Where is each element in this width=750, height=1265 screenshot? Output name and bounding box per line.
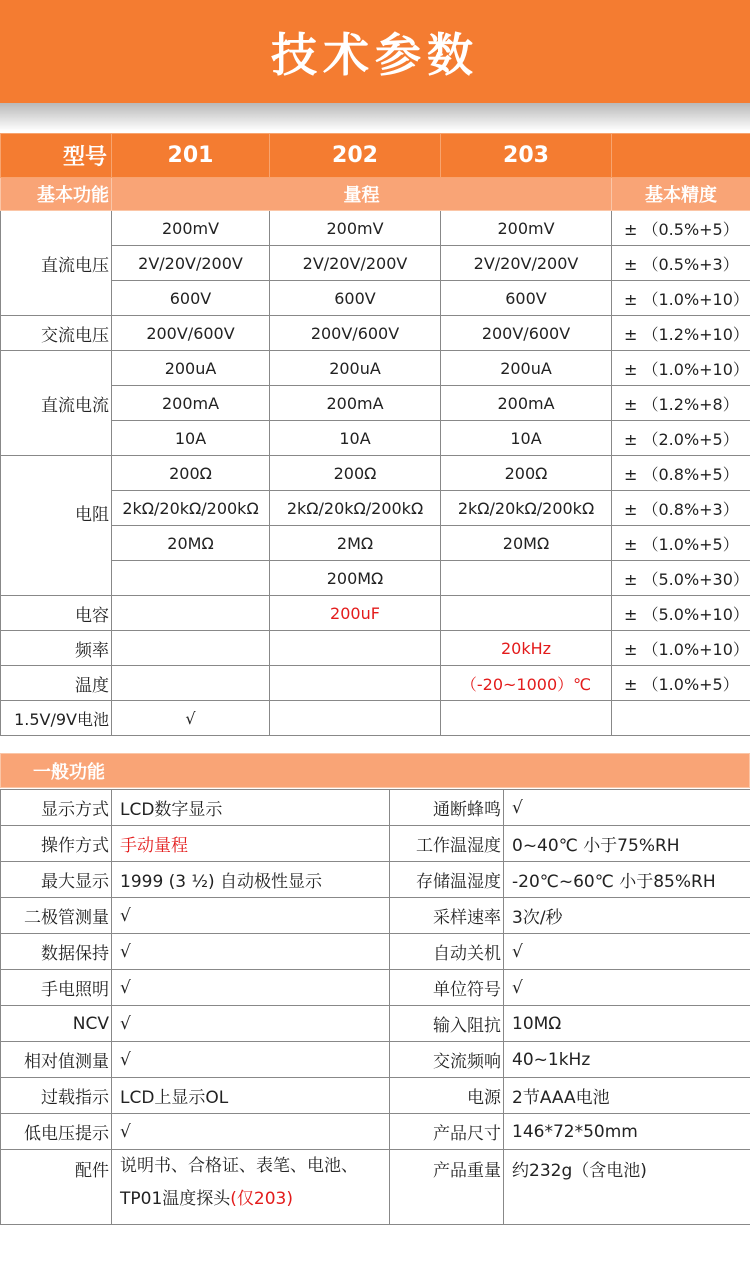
page-title: 技术参数 bbox=[271, 27, 479, 82]
range-201 bbox=[112, 596, 270, 631]
general-label: 产品尺寸 bbox=[390, 1114, 504, 1150]
range-203: 200mV bbox=[441, 211, 612, 246]
range-203 bbox=[441, 701, 612, 736]
general-label: 显示方式 bbox=[1, 790, 112, 826]
general-value: √ bbox=[112, 1006, 390, 1042]
general-label: 手电照明 bbox=[1, 970, 112, 1006]
general-header-table bbox=[0, 753, 750, 788]
general-label: 通断蜂鸣 bbox=[390, 790, 504, 826]
spec-row bbox=[1, 456, 750, 491]
general-label: 交流频响 bbox=[390, 1042, 504, 1078]
range-203: 200mA bbox=[441, 386, 612, 421]
accuracy: ± （1.0%+10） bbox=[612, 351, 750, 386]
general-table bbox=[0, 789, 750, 1225]
range-201: 200mV bbox=[112, 211, 270, 246]
title-banner bbox=[0, 0, 750, 103]
range-202: 200mV bbox=[270, 211, 441, 246]
general-label: 工作温湿度 bbox=[390, 826, 504, 862]
spec-row bbox=[1, 491, 750, 526]
func-header: 基本功能 bbox=[1, 178, 112, 211]
general-value: -20℃~60℃ 小于85%RH bbox=[504, 862, 750, 898]
range-201: √ bbox=[112, 701, 270, 736]
func-name: 电阻 bbox=[1, 456, 112, 596]
model-201: 201 bbox=[112, 134, 270, 178]
func-name: 温度 bbox=[1, 666, 112, 701]
general-row bbox=[1, 1042, 750, 1078]
range-202: 2MΩ bbox=[270, 526, 441, 561]
weight-value: 约232g（含电池) bbox=[504, 1150, 750, 1225]
range-203: （-20~1000）℃ bbox=[441, 666, 612, 701]
accessory-row bbox=[1, 1150, 750, 1225]
range-201: 200V/600V bbox=[112, 316, 270, 351]
range-201: 10A bbox=[112, 421, 270, 456]
general-row bbox=[1, 1078, 750, 1114]
general-value: √ bbox=[504, 790, 750, 826]
accuracy: ± （0.8%+3） bbox=[612, 491, 750, 526]
func-name: 电容 bbox=[1, 596, 112, 631]
general-label: 二极管测量 bbox=[1, 898, 112, 934]
range-203: 10A bbox=[441, 421, 612, 456]
spec-row bbox=[1, 246, 750, 281]
accessory-value bbox=[112, 1150, 390, 1225]
range-203: 200uA bbox=[441, 351, 612, 386]
general-row bbox=[1, 790, 750, 826]
spec-row bbox=[1, 351, 750, 386]
range-203: 20kHz bbox=[441, 631, 612, 666]
model-header-blank bbox=[612, 134, 750, 178]
range-202: 2kΩ/20kΩ/200kΩ bbox=[270, 491, 441, 526]
general-value: 手动量程 bbox=[112, 826, 390, 862]
range-201: 200mA bbox=[112, 386, 270, 421]
range-202: 200MΩ bbox=[270, 561, 441, 596]
spec-row bbox=[1, 631, 750, 666]
spec-row bbox=[1, 316, 750, 351]
range-202 bbox=[270, 701, 441, 736]
weight-label: 产品重量 bbox=[390, 1150, 504, 1225]
general-value: √ bbox=[112, 1042, 390, 1078]
general-label: 电源 bbox=[390, 1078, 504, 1114]
accuracy: ± （1.0%+5） bbox=[612, 666, 750, 701]
func-name: 频率 bbox=[1, 631, 112, 666]
range-201 bbox=[112, 666, 270, 701]
general-row bbox=[1, 1114, 750, 1150]
range-203: 2V/20V/200V bbox=[441, 246, 612, 281]
accessory-note: (仅203) bbox=[230, 1189, 293, 1209]
general-label: 自动关机 bbox=[390, 934, 504, 970]
general-value: 1999 (3 ½) 自动极性显示 bbox=[112, 862, 390, 898]
range-202: 600V bbox=[270, 281, 441, 316]
range-203: 200V/600V bbox=[441, 316, 612, 351]
accuracy: ± （1.2%+8） bbox=[612, 386, 750, 421]
general-value: 146*72*50mm bbox=[504, 1114, 750, 1150]
range-202: 200uA bbox=[270, 351, 441, 386]
model-203: 203 bbox=[441, 134, 612, 178]
spec-table bbox=[0, 133, 750, 736]
general-label: 最大显示 bbox=[1, 862, 112, 898]
accessory-line-2: TP01温度探头 bbox=[120, 1189, 231, 1209]
general-value: 2节AAA电池 bbox=[504, 1078, 750, 1114]
spec-row bbox=[1, 526, 750, 561]
range-201: 200Ω bbox=[112, 456, 270, 491]
spec-row bbox=[1, 211, 750, 246]
general-value: √ bbox=[112, 934, 390, 970]
general-value: √ bbox=[112, 1114, 390, 1150]
accuracy: ± （1.2%+10） bbox=[612, 316, 750, 351]
func-name: 直流电流 bbox=[1, 351, 112, 456]
range-202: 10A bbox=[270, 421, 441, 456]
accuracy: ± （2.0%+5） bbox=[612, 421, 750, 456]
general-value: 3次/秒 bbox=[504, 898, 750, 934]
general-row bbox=[1, 934, 750, 970]
spec-row bbox=[1, 596, 750, 631]
spec-row bbox=[1, 701, 750, 736]
range-201: 600V bbox=[112, 281, 270, 316]
accuracy: ± （0.5%+5） bbox=[612, 211, 750, 246]
model-label: 型号 bbox=[1, 134, 112, 178]
range-202: 200mA bbox=[270, 386, 441, 421]
spec-row bbox=[1, 561, 750, 596]
general-label: 操作方式 bbox=[1, 826, 112, 862]
range-203: 20MΩ bbox=[441, 526, 612, 561]
accessory-line-1: 说明书、合格证、表笔、电池、 bbox=[120, 1156, 358, 1176]
range-202 bbox=[270, 631, 441, 666]
model-202: 202 bbox=[270, 134, 441, 178]
range-203 bbox=[441, 561, 612, 596]
range-202: 200uF bbox=[270, 596, 441, 631]
general-row bbox=[1, 826, 750, 862]
accuracy: ± （1.0%+10） bbox=[612, 281, 750, 316]
range-header: 量程 bbox=[112, 178, 612, 211]
func-name: 直流电压 bbox=[1, 211, 112, 316]
range-203: 600V bbox=[441, 281, 612, 316]
range-202 bbox=[270, 666, 441, 701]
general-label: 存储温湿度 bbox=[390, 862, 504, 898]
general-label: 数据保持 bbox=[1, 934, 112, 970]
range-201 bbox=[112, 561, 270, 596]
general-label: 相对值测量 bbox=[1, 1042, 112, 1078]
accuracy: ± （0.8%+5） bbox=[612, 456, 750, 491]
range-201 bbox=[112, 631, 270, 666]
range-203: 200Ω bbox=[441, 456, 612, 491]
general-value: LCD上显示OL bbox=[112, 1078, 390, 1114]
general-label: 输入阻抗 bbox=[390, 1006, 504, 1042]
func-name: 交流电压 bbox=[1, 316, 112, 351]
range-201: 20MΩ bbox=[112, 526, 270, 561]
spec-row bbox=[1, 666, 750, 701]
range-201: 200uA bbox=[112, 351, 270, 386]
general-row bbox=[1, 862, 750, 898]
general-row bbox=[1, 970, 750, 1006]
general-label: NCV bbox=[1, 1006, 112, 1042]
accuracy: ± （0.5%+3） bbox=[612, 246, 750, 281]
general-header: 一般功能 bbox=[1, 754, 750, 788]
banner-shadow bbox=[0, 103, 750, 131]
range-203: 2kΩ/20kΩ/200kΩ bbox=[441, 491, 612, 526]
range-202: 200Ω bbox=[270, 456, 441, 491]
general-value: 40~1kHz bbox=[504, 1042, 750, 1078]
model-header-row bbox=[1, 134, 750, 178]
general-value: LCD数字显示 bbox=[112, 790, 390, 826]
general-value: 0~40℃ 小于75%RH bbox=[504, 826, 750, 862]
accuracy: ± （5.0%+30） bbox=[612, 561, 750, 596]
general-value: √ bbox=[112, 898, 390, 934]
range-203 bbox=[441, 596, 612, 631]
general-value: √ bbox=[504, 970, 750, 1006]
general-row bbox=[1, 898, 750, 934]
range-202: 200V/600V bbox=[270, 316, 441, 351]
general-value: √ bbox=[112, 970, 390, 1006]
accessory-label: 配件 bbox=[1, 1150, 112, 1225]
general-value: √ bbox=[504, 934, 750, 970]
general-row bbox=[1, 1006, 750, 1042]
spec-row bbox=[1, 386, 750, 421]
func-name: 1.5V/9V电池 bbox=[1, 701, 112, 736]
general-label: 过载指示 bbox=[1, 1078, 112, 1114]
general-value: 10MΩ bbox=[504, 1006, 750, 1042]
accuracy: ± （1.0%+10） bbox=[612, 631, 750, 666]
accuracy bbox=[612, 701, 750, 736]
range-201: 2V/20V/200V bbox=[112, 246, 270, 281]
spec-row bbox=[1, 421, 750, 456]
general-label: 采样速率 bbox=[390, 898, 504, 934]
general-label: 低电压提示 bbox=[1, 1114, 112, 1150]
general-label: 单位符号 bbox=[390, 970, 504, 1006]
range-202: 2V/20V/200V bbox=[270, 246, 441, 281]
accuracy-header: 基本精度 bbox=[612, 178, 750, 211]
accuracy: ± （1.0%+5） bbox=[612, 526, 750, 561]
accuracy: ± （5.0%+10） bbox=[612, 596, 750, 631]
spec-row bbox=[1, 281, 750, 316]
sub-header-row bbox=[1, 178, 750, 211]
range-201: 2kΩ/20kΩ/200kΩ bbox=[112, 491, 270, 526]
